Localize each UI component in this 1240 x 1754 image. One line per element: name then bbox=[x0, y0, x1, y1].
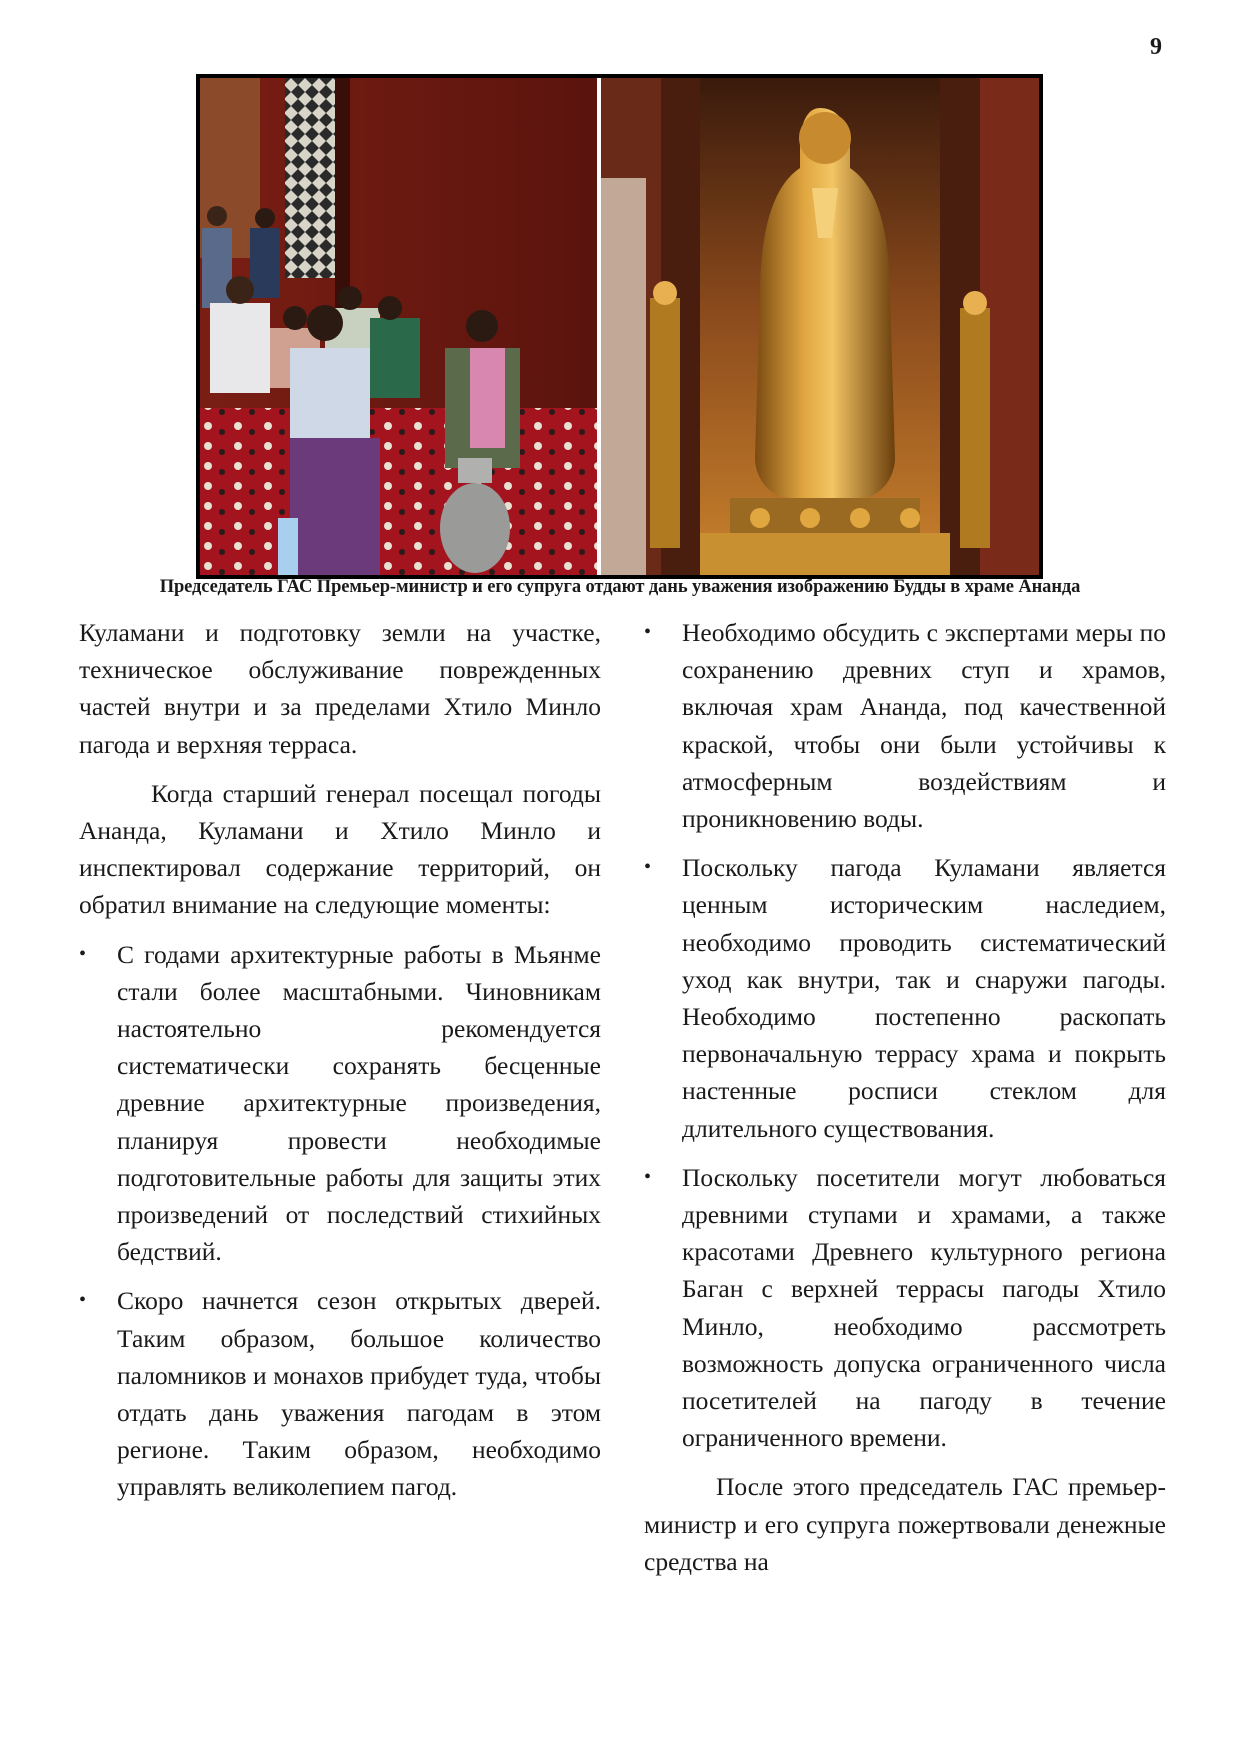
bullet-icon: • bbox=[644, 1165, 652, 1188]
list-item-text: Скоро начнется сезон открытых дверей. Таким образом, большое количество паломников и монахов прибудет туда, чтобы отдать дань уважения пагодам в этом регионе. Таким образом, необходимо управлять великолепием пагод. bbox=[117, 1286, 601, 1502]
right-photo-buddha-statue bbox=[601, 78, 1039, 575]
bullet-icon: • bbox=[644, 856, 652, 879]
list-item bbox=[79, 936, 601, 1271]
photo-figure bbox=[196, 74, 1043, 579]
right-column bbox=[644, 614, 1166, 1592]
list-item-text: Поскольку пагода Куламани является ценным историческим наследием, необходимо проводить систематический уход как внутри, так и снаружи пагоды. Необходимо постепенно раскопать первоначальную террасу храма и покрыть настенные росписи стеклом для длительного существования. bbox=[682, 853, 1166, 1143]
list-item-text: Необходимо обсудить с экспертами меры по сохранению древних ступ и храмов, включая храм Ананда, под качественной краской, чтобы они были устойчивы к атмосферным воздействиям и проникновению воды. bbox=[682, 618, 1166, 834]
list-item bbox=[644, 614, 1166, 837]
left-photo-people-praying bbox=[200, 78, 597, 575]
paragraph: Когда старший генерал посещал погоды Ананда, Куламани и Хтило Минло и инспектировал содержание территорий, он обратил внимание на следующие моменты: bbox=[79, 778, 601, 920]
figure-caption: Председатель ГАС Премьер-министр и его супруга отдают дань уважения изображению Будды в храме Ананда bbox=[159, 577, 1081, 597]
paragraph: Куламани и подготовку земли на участке, техническое обслуживание поврежденных частей внутри и за пределами Хтило Минло пагода и верхняя терраса. bbox=[79, 618, 601, 759]
bullet-icon: • bbox=[79, 942, 87, 965]
bullet-icon: • bbox=[79, 1289, 87, 1312]
list-item bbox=[644, 849, 1166, 1147]
bullet-list bbox=[79, 936, 601, 1506]
list-item bbox=[644, 1159, 1166, 1457]
bullet-icon: • bbox=[644, 621, 652, 643]
bullet-list bbox=[644, 614, 1166, 1456]
left-column bbox=[79, 614, 601, 1518]
list-item-text: Поскольку посетители могут любоваться древними ступами и храмами, а также красотами Древнего культурного региона Баган с верхней террасы пагоды Хтило Минло, необходимо рассмотреть возможность допуска ограниченного числа посетителей на пагоду в течение ограниченного времени. bbox=[682, 1162, 1166, 1453]
list-item-text: С годами архитектурные работы в Мьянме стали более масштабными. Чиновникам настоятельно рекомендуется систематически сохранять бесценные древние архитектурные произведения, планируя провести необходимые подготовительные работы для защиты этих произведений от последствий стихийных бедствий. bbox=[117, 939, 601, 1267]
list-item bbox=[79, 1282, 601, 1505]
page-number: 9 bbox=[1150, 34, 1162, 60]
paragraph: После этого председатель ГАС премьер-министр и его супруга пожертвовали денежные средства на bbox=[644, 1472, 1166, 1576]
